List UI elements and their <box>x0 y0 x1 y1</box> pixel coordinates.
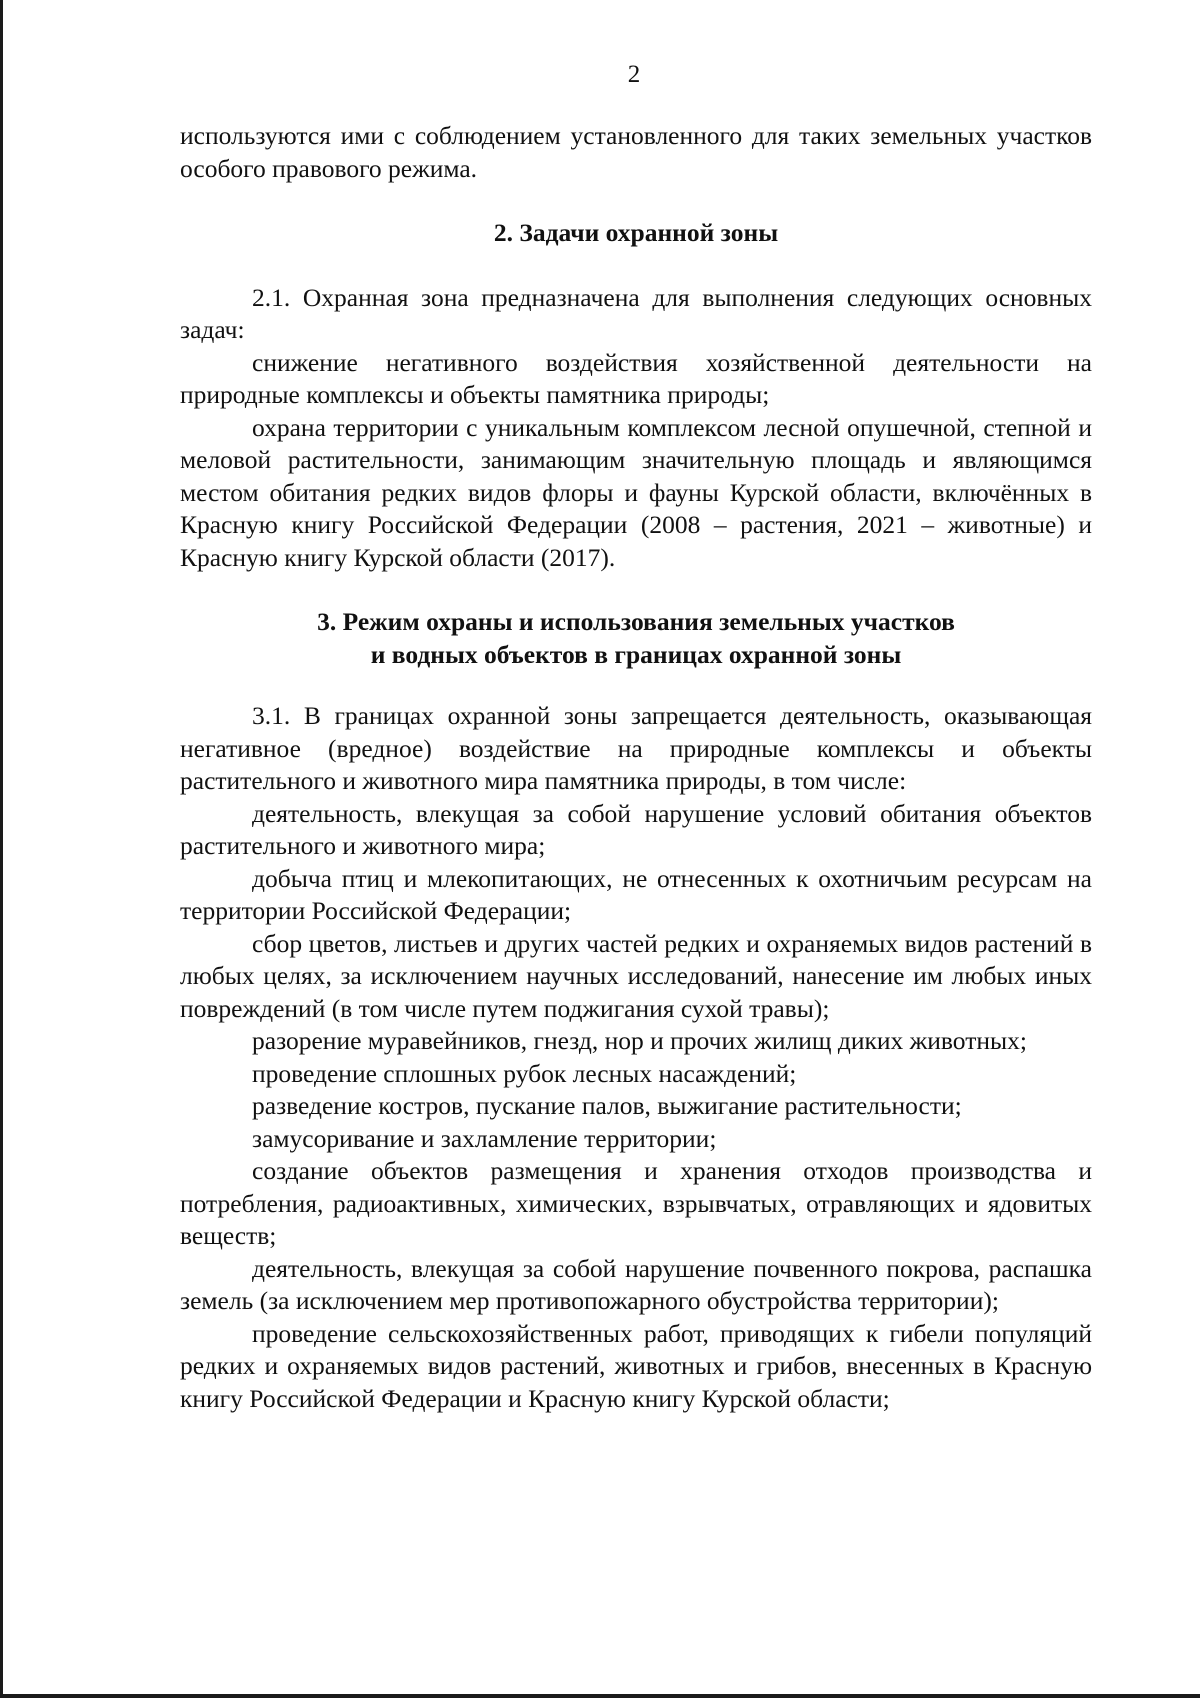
section-3-paragraph: проведение сплошных рубок лесных насаждений; <box>252 1058 797 1088</box>
section-3-paragraph: сбор цветов, листьев и других частей редких и охраняемых видов растений в любых целях, за исключением научных исследований, нанесение им любых иных повреждений (в том числе путем поджигания сухой травы); <box>180 928 1092 1023</box>
scan-edge-bottom <box>0 1694 1200 1698</box>
section-3-heading-line-2: и водных объектов в границах охранной зоны <box>370 639 902 669</box>
section-3-paragraph: замусоривание и захламление территории; <box>252 1123 717 1153</box>
page-number: 2 <box>627 61 641 88</box>
section-3-paragraph: создание объектов размещения и хранения отходов производства и потребления, радиоактивных, химических, взрывчатых, отравляющих и ядовитых веществ; <box>180 1156 1092 1250</box>
section-2-paragraph: 2.1. Охранная зона предназначена для выполнения следующих основных задач: <box>180 282 1092 344</box>
scan-edge-left <box>0 0 3 1698</box>
section-3-paragraph: проведение сельскохозяйственных работ, приводящих к гибели популяций редких и охраняемых видов растений, животных и грибов, внесенных в Красную книгу Российской Федерации и Красную книгу Курской области; <box>180 1318 1092 1413</box>
section-2-paragraph: снижение негативного воздействия хозяйственной деятельности на природные комплексы и объекты памятника природы; <box>180 347 1092 409</box>
section-3-paragraph: разорение муравейников, гнезд, нор и прочих жилищ диких животных; <box>252 1026 1027 1055</box>
section-3-paragraph: деятельность, влекущая за собой нарушение условий обитания объектов растительного и животного мира; <box>180 798 1092 860</box>
section-3-paragraph: добыча птиц и млекопитающих, не отнесенных к охотничьим ресурсам на территории Российской Федерации; <box>180 863 1092 925</box>
section-3-heading <box>180 606 1092 671</box>
section-2-paragraph: охрана территории с уникальным комплексом лесной опушечной, степной и меловой растительности, занимающим значительную площадь и являющимся местом обитания редких видов флоры и фауны Курской области, включённых в Красную книгу Российской Федерации (2008 – растения, 2021 – животные) и Красную книгу Курской области (2017). <box>180 412 1092 572</box>
section-3-heading-line-1: 3. Режим охраны и использования земельных участков <box>317 607 955 636</box>
section-3-paragraph: деятельность, влекущая за собой нарушение почвенного покрова, распашка земель (за исключением мер противопожарного обустройства территории); <box>180 1253 1092 1315</box>
section-2-heading: 2. Задачи охранной зоны <box>493 218 779 247</box>
intro-paragraph: используются ими с соблюдением установленного для таких земельных участков особого правового режима. <box>180 121 1092 183</box>
document-body <box>180 120 1092 1415</box>
section-3-paragraph: разведение костров, пускание палов, выжигание растительности; <box>252 1091 962 1120</box>
section-3-paragraph: 3.1. В границах охранной зоны запрещается деятельность, оказывающая негативное (вредное) воздействие на природные комплексы и объекты растительного и животного мира памятника природы, в том числе: <box>180 701 1092 795</box>
